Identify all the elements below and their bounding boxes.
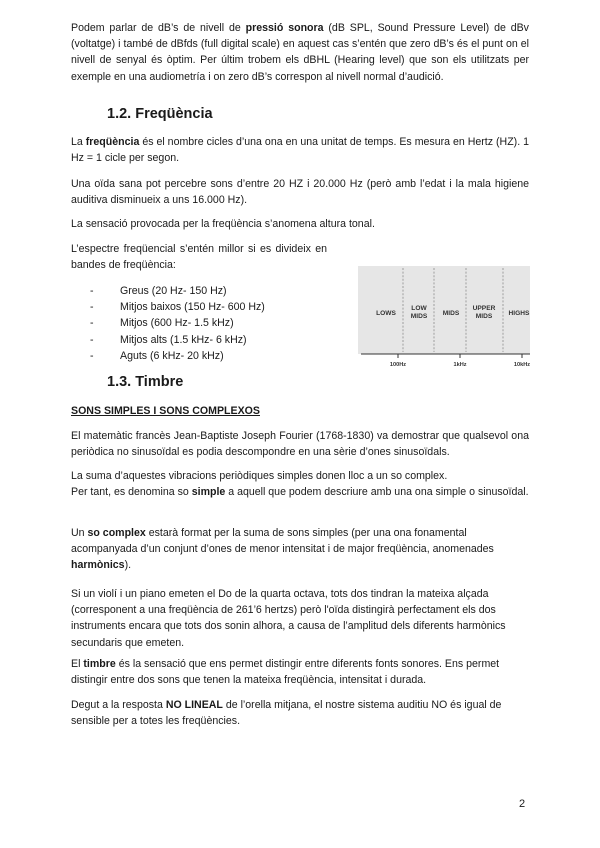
list-item: - Mitjos baixos (150 Hz- 600 Hz) — [88, 299, 265, 315]
timbre-bold-term: timbre — [83, 658, 116, 670]
page-number: 2 — [519, 798, 526, 810]
tick-labels — [390, 362, 530, 368]
fourier-paragraph: El matemàtic francès Jean-Baptiste Joseph Fourier (1768-1830) va demostrar que qualsevol ona periòdica no sinusoïdal es podia descompondre en una sèrie d’ones sinusoïdals. — [71, 430, 529, 459]
harmonics-bold-term: harmònics — [71, 559, 125, 572]
complex-sound-paragraph: Un so complex estarà format per la suma de sons simples (per una ona fonamental acompanyada d’un conjunt d’ones de menor intensitat i de major freqüència, anomenades harmònics). — [71, 527, 494, 572]
band-label-highs: HIGHS — [508, 310, 530, 317]
nonlinear-response-paragraph: Degut a la resposta NO LINEAL de l’orella mitjana, el nostre sistema auditiu NO és igual de sensible per a totes les freqüències. — [71, 699, 502, 728]
band-label-low-mids-2: MIDS — [410, 313, 428, 320]
tonal-height-paragraph: La sensació provocada per la freqüència s’anomena altura tonal. — [71, 218, 375, 230]
spectrum-intro-paragraph: L’espectre freqüencial s’entén millor si es divideix en bandes de freqüència: — [71, 243, 327, 272]
tick-label-1khz: 1kHz — [453, 362, 467, 368]
subheading-simple-complex: SONS SIMPLES I SONS COMPLEXOS — [71, 405, 260, 417]
band-label-upper-mids-1: UPPER — [472, 305, 496, 312]
list-item: - Greus (20 Hz- 150 Hz) — [88, 283, 265, 299]
simple-sound-line1: La suma d’aquestes vibracions periòdiques simples donen lloc a un so complex. — [71, 470, 448, 482]
violin-piano-paragraph: Si un violí i un piano emeten el Do de la quarta octava, tots dos tindran la mateixa alçada (corresponent a una freqüència de 261’6 hertzs) però l'oïda distingirà perfectament els dos instruments encara que tots dos sonin alhora, a causa de l’amplitud dels diferents harmònics secundaris que emeten. — [71, 588, 506, 649]
tick-marks — [398, 354, 522, 358]
hearing-range-paragraph: Una oïda sana pot percebre sons d’entre 20 HZ i 20.000 Hz (però amb l’edat i la mala higiene auditiva disminueix a uns 16.000 Hz). — [71, 178, 529, 207]
intro-bold-term: pressió sonora — [245, 22, 324, 34]
frequency-bold-term: freqüència — [85, 136, 140, 148]
band-label-low-mids-1: LOW — [411, 305, 427, 312]
frequency-spectrum-figure — [358, 266, 530, 370]
tick-label-10khz: 10kHz — [513, 362, 530, 368]
timbre-definition: El timbre és la sensació que ens permet distingir entre diferents fonts sonores. Ens permet distingir entre dos sons que tenen la mateixa freqüència, intensitat i durada. — [71, 658, 500, 687]
intro-paragraph: Podem parlar de dB’s de nivell de pressió sonora (dB SPL, Sound Pressure Level) de dBv (voltatge) i també de dBfds (full digital scale) en aquest cas s’entén que zero dB’s és el punt on el nivell de senyal és òptim. Per últim trobem els dBHL (Hearing level) que son els utilitzats per exemple en una audiometría i on zero dB’s correspon al nivell normal d’audició. — [71, 22, 529, 83]
band-label-upper-mids-2: MIDS — [475, 313, 493, 320]
nonlinear-bold-term: NO LINEAL — [165, 699, 223, 711]
simple-sound-paragraph: La suma d’aquestes vibracions periòdiques simples donen lloc a un so complex. Per tant, es denomina so simple a aquell que podem descriure amb una ona simple o sinusoïdal. — [71, 470, 529, 499]
band-label-mids: MIDS — [442, 310, 460, 317]
tick-label-100hz: 100Hz — [389, 362, 407, 368]
band-label-lows: LOWS — [376, 310, 396, 317]
section-heading-timbre: 1.3. Timbre — [107, 374, 184, 390]
frequency-bands-list — [88, 283, 265, 364]
frequency-definition: La freqüència és el nombre cicles d’una ona en una unitat de temps. Es mesura en Hertz (HZ). 1 Hz = 1 cicle per segon. — [71, 136, 530, 165]
list-item: - Mitjos (600 Hz- 1.5 kHz) — [88, 315, 265, 331]
list-item: - Aguts (6 kHz- 20 kHz) — [88, 348, 265, 364]
list-item: - Mitjos alts (1.5 kHz- 6 kHz) — [88, 332, 265, 348]
section-heading-frequency: 1.2. Freqüència — [107, 106, 213, 122]
complex-bold-term: so complex — [87, 527, 146, 539]
simple-bold-term: simple — [191, 486, 226, 499]
